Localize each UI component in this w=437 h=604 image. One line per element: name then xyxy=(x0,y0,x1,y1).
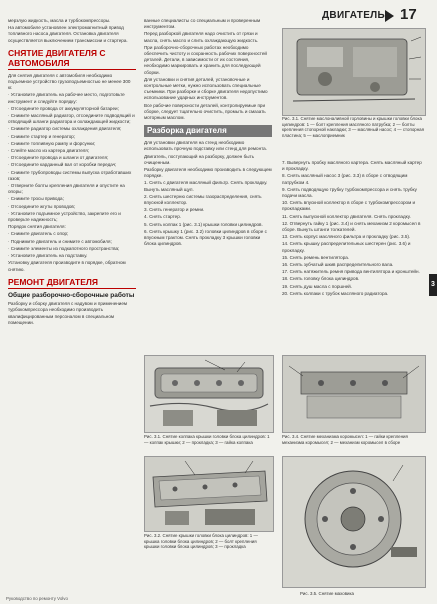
intro-text xyxy=(8,18,136,44)
figure-caption: Рис. 3.2. Снятие крышки головки блока цилиндров: 1 — крышка головки блока цилиндров; 2 — болт крепления крышки головки блока цилиндров; 3 — прокладка xyxy=(144,533,258,550)
paragraph: · Установите подъемное устройство, закрепите его и проверьте надежность; xyxy=(8,210,121,223)
paragraph: · Снимите радиатор системы охлаждения двигателя; xyxy=(8,126,122,132)
paragraph: · Отсоедините провода и шланги от двигателя; xyxy=(8,155,109,161)
paragraph: · Отсоедините жгуты проводов; xyxy=(8,203,76,209)
paragraph: 3. Снять генератор и ремни. xyxy=(144,207,205,213)
paragraph: 19. Снять душ масла с поршней. xyxy=(282,283,353,289)
engine-drawing xyxy=(283,356,425,432)
paragraph: Порядок снятия двигателя: xyxy=(8,224,66,230)
paragraph: 16. Снять зубчатый шкив распределительного вала. xyxy=(282,262,394,268)
paragraph: Для установки двигателя на стенд необходимо использовать прочную подставку или стенд для ремонта. xyxy=(144,140,268,152)
paragraph: 7. Вывернуть пробку масляного картера. Снять масляный картер и прокладку. xyxy=(282,160,422,172)
paragraph: · Снимите масляный радиатор, отсоедините подводящий и отводящий шланги радиатора и охлаждающей жидкости; xyxy=(8,113,135,125)
figure-caption: Рис. 3.1. Снятие колпака крышки головки блока цилиндров: 1 — колпак крышки; 2 — прокладка; 3 — гайка колпака xyxy=(144,434,270,445)
paragraph: 15. Снять ремень вентилятора. xyxy=(282,254,350,260)
paragraph: · Снимите трубопроводы системы выпуска отработавших газов; xyxy=(8,169,132,181)
chapter-tab: 3 xyxy=(429,274,437,296)
paragraph: Для установки и снятия деталей, установочные и контрольные метки, нужно использовать специальные съемники. При разборке и сборке двигателя недопустимо использование ударных инструментов. xyxy=(144,76,268,101)
paragraph: · Слейте масло из картера двигателя; xyxy=(8,148,90,154)
paragraph: · Снимите топливную рампу и форсунки; xyxy=(8,140,96,146)
paragraph: 17. Снять натяжитель ремня привода вентилятора и кронштейн. xyxy=(282,269,420,275)
paragraph: · Снимите элементы из подкапотного пространства; xyxy=(8,245,120,251)
figure-oil-filler xyxy=(282,28,426,116)
column-right xyxy=(282,160,424,298)
paragraph: 9. Снять подводящую трубку турбокомпрессора и снять трубку подачи масла. xyxy=(282,186,417,199)
paragraph: Разборку двигателя необходимо производить в следующем порядке. xyxy=(144,167,272,179)
paragraph: 20. Снять колпаки с трубок масляного радиатора. xyxy=(282,290,389,296)
paragraph: · Снимите тросы привода; xyxy=(8,196,64,202)
paragraph: · Установите двигатель на рабочее место, подготовьте инструмент и следуйте порядку: xyxy=(8,92,125,104)
engine-drawing xyxy=(145,356,273,432)
paragraph: 18. Снять головку блока цилиндров. xyxy=(282,276,360,282)
paragraph: 13. Снять корпус масляного фильтра и прокладку (рис. 3.5). xyxy=(282,234,411,240)
column-middle xyxy=(144,18,272,249)
paragraph: · Отверните болты крепления двигателя и опустите на опоры; xyxy=(8,183,125,195)
paragraph: Двигатель, поступающий на разборку, должен быть очищенным. xyxy=(144,153,255,165)
page-number: 17 xyxy=(400,6,417,23)
paragraph: 8. Снять масляный насос 3 (рис. 3.3) в сборе с отводящим патрубком 4. xyxy=(282,173,408,185)
paragraph: 1. Снять с двигателя масляный фильтр. Снять прокладку. Вынуть масляный щуп. xyxy=(144,180,268,192)
paragraph: · Снимите двигатель с опор; xyxy=(8,231,69,237)
paragraph: · Установите двигатель на подставку. xyxy=(8,253,88,259)
engine-drawing xyxy=(145,457,273,531)
paragraph: · Отсоедините провода от аккумуляторной батареи; xyxy=(8,105,119,111)
heading-disassembly: Разборка двигателя xyxy=(144,125,272,137)
paragraph: ванные специалисты со специальным и проверенным инструментом. xyxy=(144,18,261,30)
paragraph: Перед разборкой двигателя надо очистить от грязи и масла, снять масло и слить охлаждающую жидкость. xyxy=(144,31,259,43)
paragraph: 6. Снять крышку 1 (рис. 3.2) головки цилиндров в сборе с впускным трактом. Снять прокладку 3 крышки головки блока цилиндров. xyxy=(144,228,267,247)
heading-engine-removal: СНЯТИЕ ДВИГАТЕЛЯ С АВТОМОБИЛЯ xyxy=(8,48,136,70)
paragraph: мерзлую жидкость, масла и турбокомпрессоры. xyxy=(8,18,111,23)
section-title: ДВИГАТЕЛЬ xyxy=(322,10,385,21)
paragraph: На автомобиле установлен электромагнитный привод топливного насоса двигателя. Остановка двигателя осуществляется выключением трансмиссии и стартера. xyxy=(8,25,128,43)
engine-drawing xyxy=(283,29,425,115)
figure-caption: Рис. 3.5. Снятие маховика xyxy=(300,591,354,596)
heading-engine-repair: РЕМОНТ ДВИГАТЕЛЯ xyxy=(8,277,136,289)
subheading-general-works: Общие разборочно-сборочные работы xyxy=(8,291,135,299)
figure-head-cover xyxy=(144,456,274,532)
paragraph: 12. Отвернуть гайку 1 (рис. 3.4) и снять механизм 2 коромысел в сборе. Вынуть штанги толкателей. xyxy=(282,220,421,233)
paragraph: 14. Снять крышку распределительных шестерен (рис. 3.6) и прокладку. xyxy=(282,241,411,253)
paragraph: · Поднимите двигатель и снимите с автомобиля; xyxy=(8,238,112,244)
paragraph: 4. Снять стартер. xyxy=(144,214,182,220)
paragraph: 5. Снять колпак 1 (рис. 3.1) крышки головки цилиндров. xyxy=(144,221,263,227)
paragraph: 10. Снять впускной коллектор в сборе с турбокомпрессором и прокладками. xyxy=(282,200,416,212)
figure-valve-cover xyxy=(144,355,274,433)
paragraph: При разборочно-сборочных работах необходимо обеспечить чистоту и сохранность рабочих поверхностей деталей. Детали, в зависимости от их состояния, необходимо маркировать и хранить для последующей сборки. xyxy=(144,44,267,75)
paragraph: Установку двигателя производите в порядке, обратном снятию. xyxy=(8,260,126,272)
arrow-icon xyxy=(385,10,394,22)
figure-rocker-mechanism xyxy=(282,355,426,433)
paragraph: 2. Снять шестерню системы газораспределения, снять впускной коллектор. xyxy=(144,193,262,206)
paragraph: Для снятия двигателя с автомобиля необходимо подъемное устройство грузоподъемностью не менее 300 кг. xyxy=(8,72,131,91)
figure-caption: Рис. 3.4. Снятие механизма коромысел: 1 — гайки крепления механизма коромысел; 2 — механизм коромысел в сборе xyxy=(282,434,408,445)
page-footer: Руководство по ремонту Volvo xyxy=(6,596,68,601)
paragraph: Разборку и сборку двигателя с надувом и применением турбокомпрессора необходимо производить квалифицированным персоналом в специальном помещении. xyxy=(8,301,128,325)
engine-removal-text xyxy=(8,73,136,273)
figure-flywheel xyxy=(282,456,426,588)
paragraph: Все рабочие поверхности деталей, контролируемые при сборке, следует тщательно очистить, промыть и смазать моторным маслом. xyxy=(144,102,266,121)
column-left xyxy=(8,18,136,327)
paragraph: · Отсоедините карданный вал от коробки передач; xyxy=(8,162,117,168)
flywheel-drawing xyxy=(283,457,425,587)
paragraph: · Снимите стартер и генератор; xyxy=(8,133,76,139)
figure-caption: Рис. 3.1. Снятие маслоналивной горловины и крышки головки блока цилиндров: 1 — болт крепления масляного патрубка; 2 — болты крепления стопорной накладки; 3 — масляный насос; 4 — стопорная пластина; 5 — маслоприемник xyxy=(282,116,424,138)
paragraph: 11. Снять выпускной коллектор двигателя. Снять прокладку. xyxy=(282,213,411,219)
